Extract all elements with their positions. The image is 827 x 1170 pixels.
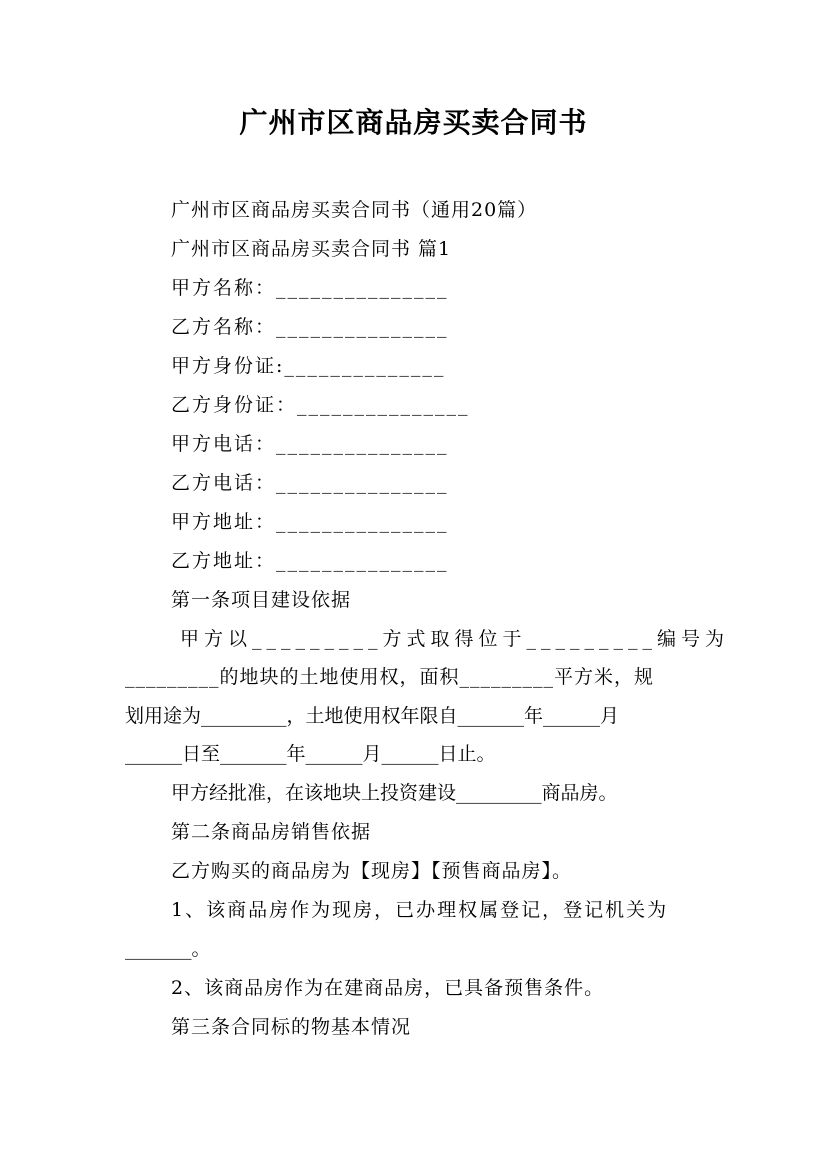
article-2-paragraph: 乙方购买的商品房为【现房】【预售商品房】。: [171, 860, 573, 882]
section-heading: 广州市区商品房买卖合同书 篇1: [171, 238, 452, 260]
document-title: 广州市区商品房买卖合同书: [239, 106, 588, 139]
party-b-phone-field: 乙方电话：_______________: [171, 472, 449, 494]
article-1-heading: 第一条项目建设依据: [171, 589, 352, 611]
party-a-id-field: 甲方身份证:______________: [171, 355, 446, 377]
article-2-heading: 第二条商品房销售依据: [171, 821, 372, 843]
article-1-paragraph-line-1: 甲方以_________方式取得位于_________编号为: [180, 628, 730, 650]
article-2-item-1-line-2: _______。: [125, 938, 211, 960]
party-b-address-field: 乙方地址：_______________: [171, 550, 449, 572]
article-2-item-1-line-1: 1、该商品房作为现房，已办理权属登记，登记机关为: [171, 899, 669, 921]
party-a-name-field: 甲方名称：_______________: [171, 277, 449, 299]
article-3-heading: 第三条合同标的物基本情况: [171, 1016, 412, 1038]
article-2-item-2: 2、该商品房作为在建商品房，已具备预售条件。: [171, 977, 605, 999]
party-b-id-field: 乙方身份证：_______________: [171, 394, 470, 416]
article-1-paragraph-line-3: 划用途为_________，土地使用权年限自_______年______月: [125, 705, 620, 727]
party-a-phone-field: 甲方电话：_______________: [171, 433, 449, 455]
party-b-name-field: 乙方名称：_______________: [171, 316, 449, 338]
article-1-paragraph-line-2: _________的地块的土地使用权，面积_________平方米，规: [125, 666, 655, 688]
party-a-address-field: 甲方地址：_______________: [171, 511, 449, 533]
article-1-paragraph-line-4: ______日至_______年______月______日止。: [125, 743, 496, 765]
article-1-paragraph-2: 甲方经批准，在该地块上投资建设_________商品房。: [171, 782, 618, 804]
subtitle-line: 广州市区商品房买卖合同书（通用20篇）: [171, 199, 538, 221]
